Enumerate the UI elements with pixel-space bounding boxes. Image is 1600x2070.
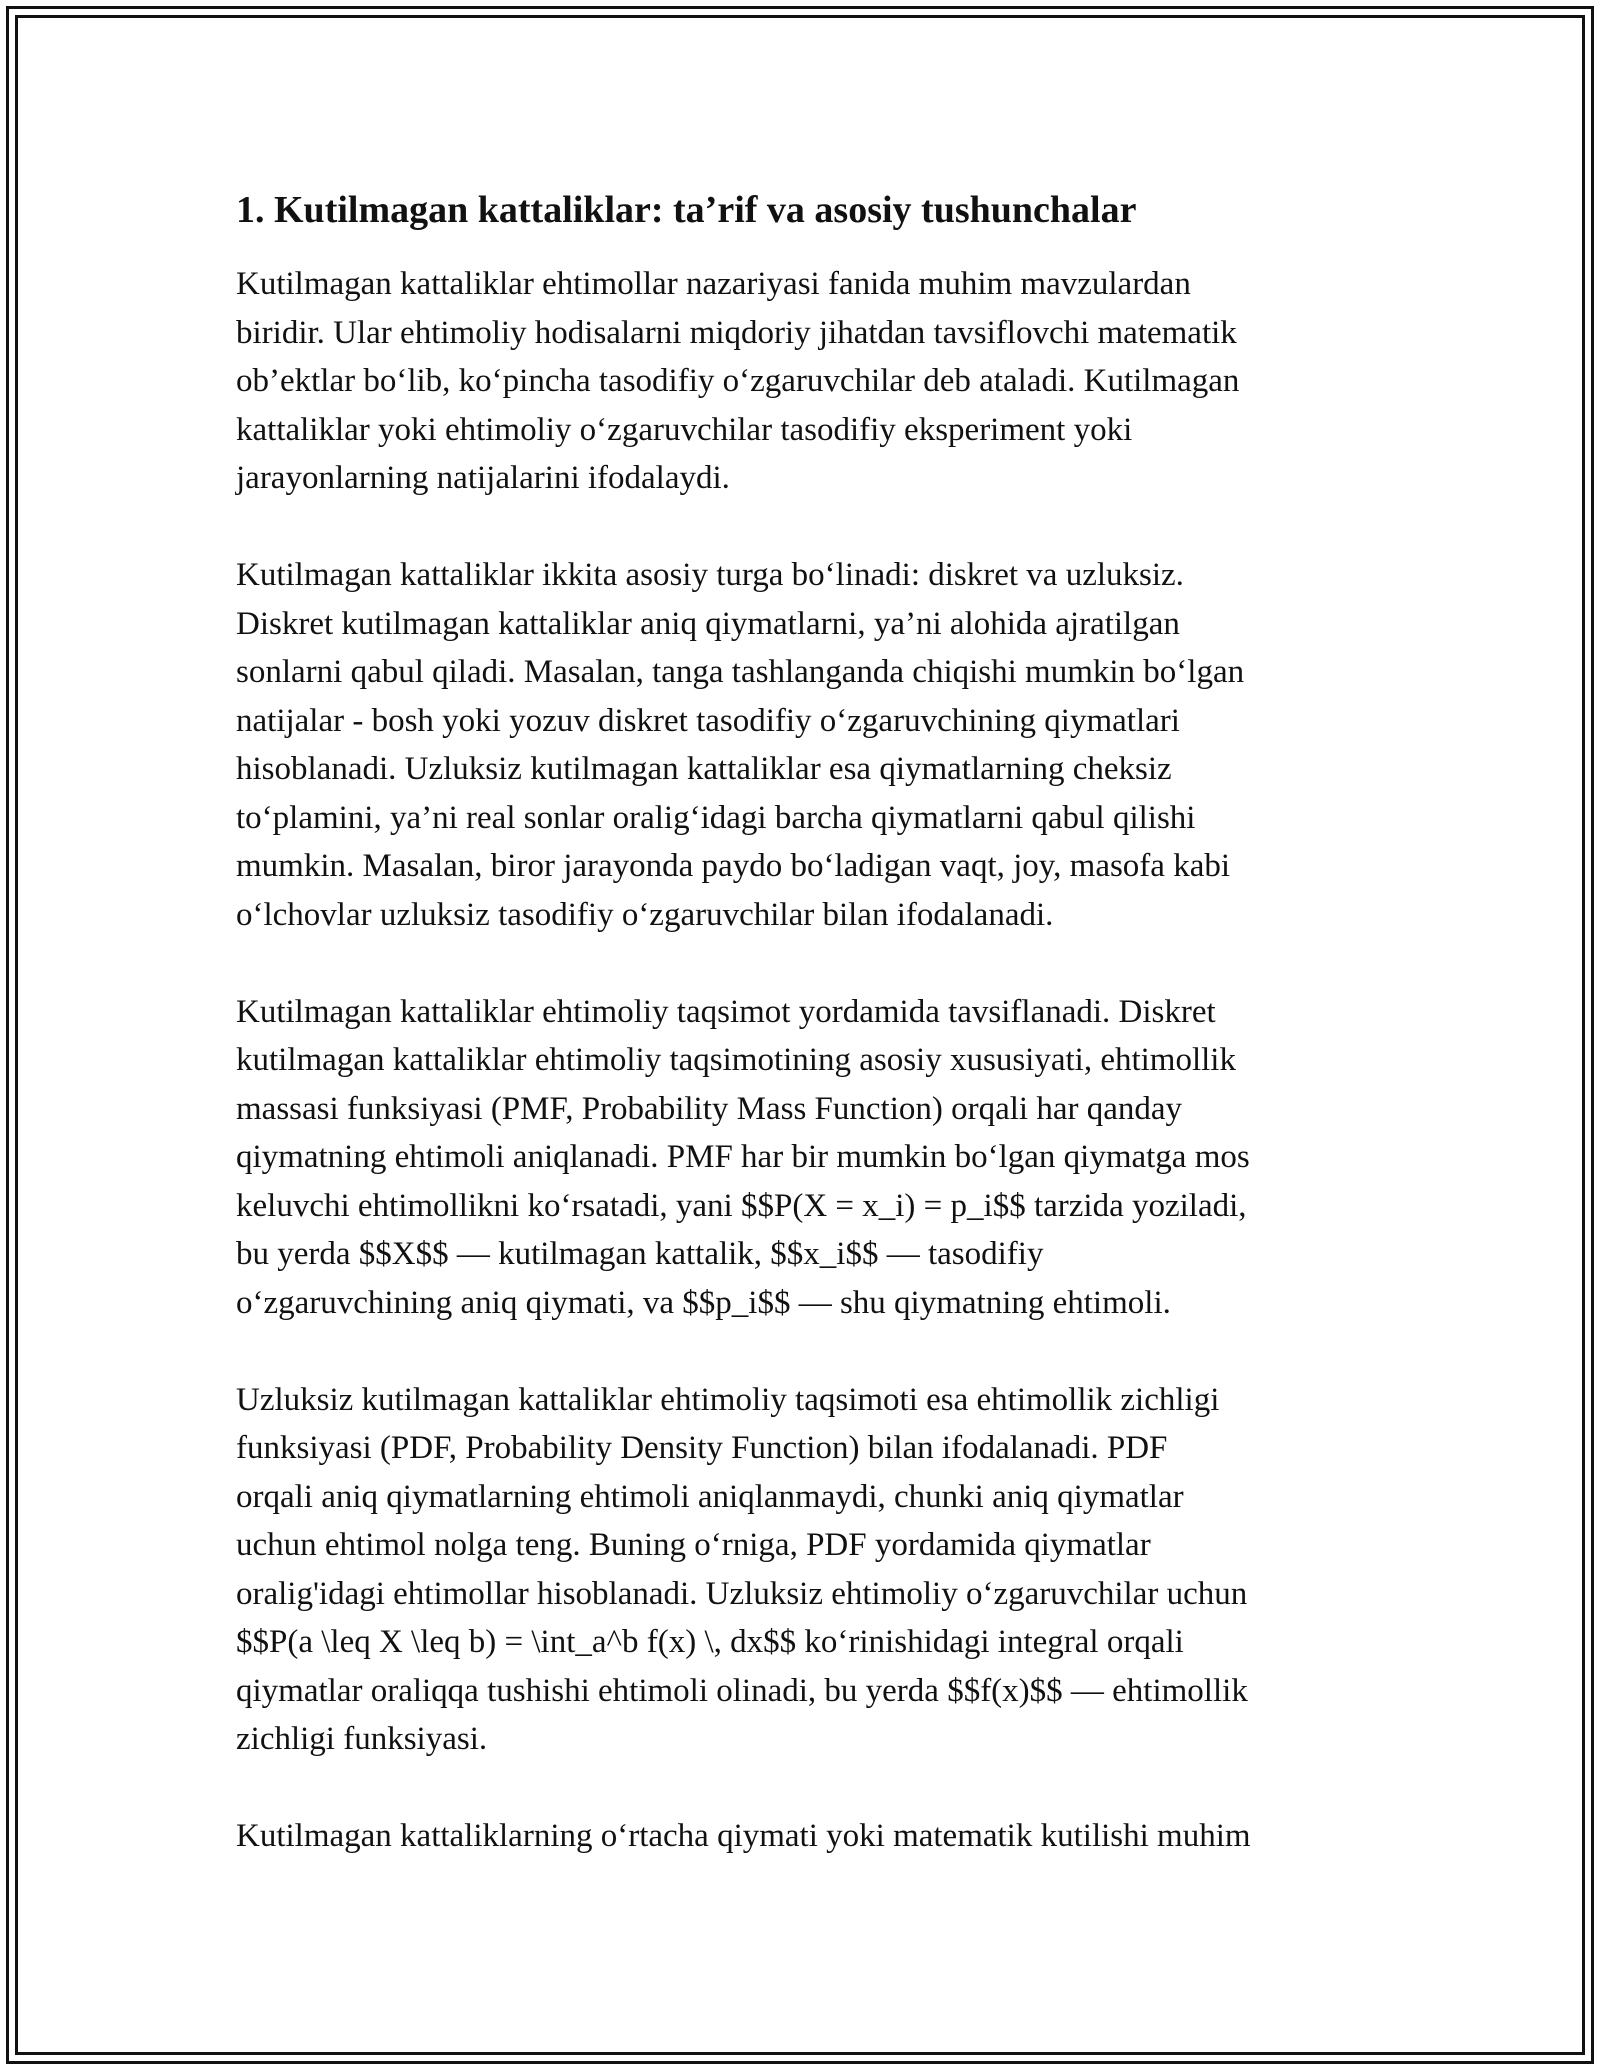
text-line: Kutilmagan kattaliklar ehtimollar nazariyasi fanida muhim mavzulardan (236, 266, 1191, 302)
text-line: Kutilmagan kattaliklar ehtimoliy taqsimot yordamida tavsiflanadi. Diskret (236, 993, 1216, 1030)
paragraph-2 (236, 551, 1366, 939)
paragraph-5 (236, 1812, 1366, 1861)
text-line: qiymatning ehtimoli aniqlanadi. PMF har bir mumkin bo‘lgan qiymatga mos (236, 1139, 1250, 1175)
paragraph-4 (236, 1376, 1366, 1764)
text-line: bu yerda $$X$$ — kutilmagan kattalik, $$x_i$$ — tasodifiy (236, 1236, 1044, 1272)
text-line: mumkin. Masalan, biror jarayonda paydo bo‘ladigan vaqt, joy, masofa kabi (236, 848, 1231, 884)
text-line: ob’ektlar bo‘lib, ko‘pincha tasodifiy o‘zgaruvchilar deb ataladi. Kutilmagan (236, 363, 1240, 399)
paragraph-1 (236, 260, 1366, 503)
text-line: funksiyasi (PDF, Probability Density Function) bilan ifodalanadi. PDF (236, 1430, 1168, 1466)
document-body (236, 184, 1366, 1909)
text-line: Uzluksiz kutilmagan kattaliklar ehtimoliy taqsimoti esa ehtimollik zichligi (236, 1381, 1220, 1418)
text-line: o‘zgaruvchining aniq qiymati, va $$p_i$$ — shu qiymatning ehtimoli. (236, 1284, 1171, 1321)
text-line: oralig'idagi ehtimollar hisoblanadi. Uzluksiz ehtimoliy o‘zgaruvchilar uchun (236, 1575, 1248, 1612)
text-line: o‘lchovlar uzluksiz tasodifiy o‘zgaruvchilar bilan ifodalanadi. (236, 896, 1054, 933)
text-line: natijalar - bosh yoki yozuv diskret tasodifiy o‘zgaruvchining qiymatlari (236, 702, 1180, 739)
text-line: Kutilmagan kattaliklar ikkita asosiy turga bo‘linadi: diskret va uzluksiz. (236, 557, 1184, 593)
text-line: orqali aniq qiymatlarning ehtimoli aniqlanmaydi, chunki aniq qiymatlar (236, 1478, 1184, 1515)
text-line: massasi funksiyasi (PMF, Probability Mass Function) orqali har qanday (236, 1090, 1183, 1127)
text-line: zichligi funksiyasi. (236, 1721, 488, 1757)
text-line: qiymatlar oraliqqa tushishi ehtimoli olinadi, bu yerda $$f(x)$$ — ehtimollik (236, 1672, 1248, 1709)
text-line: $$P(a \leq X \leq b) = \int_a^b f(x) \, dx$$ ko‘rinishidagi integral orqali (236, 1624, 1184, 1660)
section-heading: 1. Kutilmagan kattaliklar: ta’rif va asosiy tushunchalar (236, 189, 1137, 231)
text-line: keluvchi ehtimollikni ko‘rsatadi, yani $$P(X = x_i) = p_i$$ tarzida yoziladi, (236, 1187, 1247, 1224)
text-line: Kutilmagan kattaliklarning o‘rtacha qiymati yoki matematik kutilishi muhim (236, 1818, 1251, 1854)
text-line: hisoblanadi. Uzluksiz kutilmagan kattaliklar esa qiymatlarning cheksiz (236, 751, 1172, 787)
text-line: kutilmagan kattaliklar ehtimoliy taqsimotining asosiy xususiyati, ehtimollik (236, 1042, 1236, 1078)
text-line: uchun ehtimol nolga teng. Buning o‘rniga, PDF yordamida qiymatlar (236, 1527, 1151, 1563)
text-line: jarayonlarning natijalarini ifodalaydi. (236, 460, 730, 496)
paragraph-3 (236, 988, 1366, 1328)
text-line: to‘plamini, ya’ni real sonlar oralig‘idagi barcha qiymatlarni qabul qilishi (236, 799, 1196, 836)
text-line: biridir. Ular ehtimoliy hodisalarni miqdoriy jihatdan tavsiflovchi matematik (236, 314, 1237, 351)
text-line: kattaliklar yoki ehtimoliy o‘zgaruvchilar tasodifiy eksperiment yoki (236, 411, 1133, 448)
text-line: Diskret kutilmagan kattaliklar aniq qiymatlarni, ya’ni alohida ajratilgan (236, 605, 1180, 642)
text-line: sonlarni qabul qiladi. Masalan, tanga tashlanganda chiqishi mumkin bo‘lgan (236, 654, 1245, 690)
